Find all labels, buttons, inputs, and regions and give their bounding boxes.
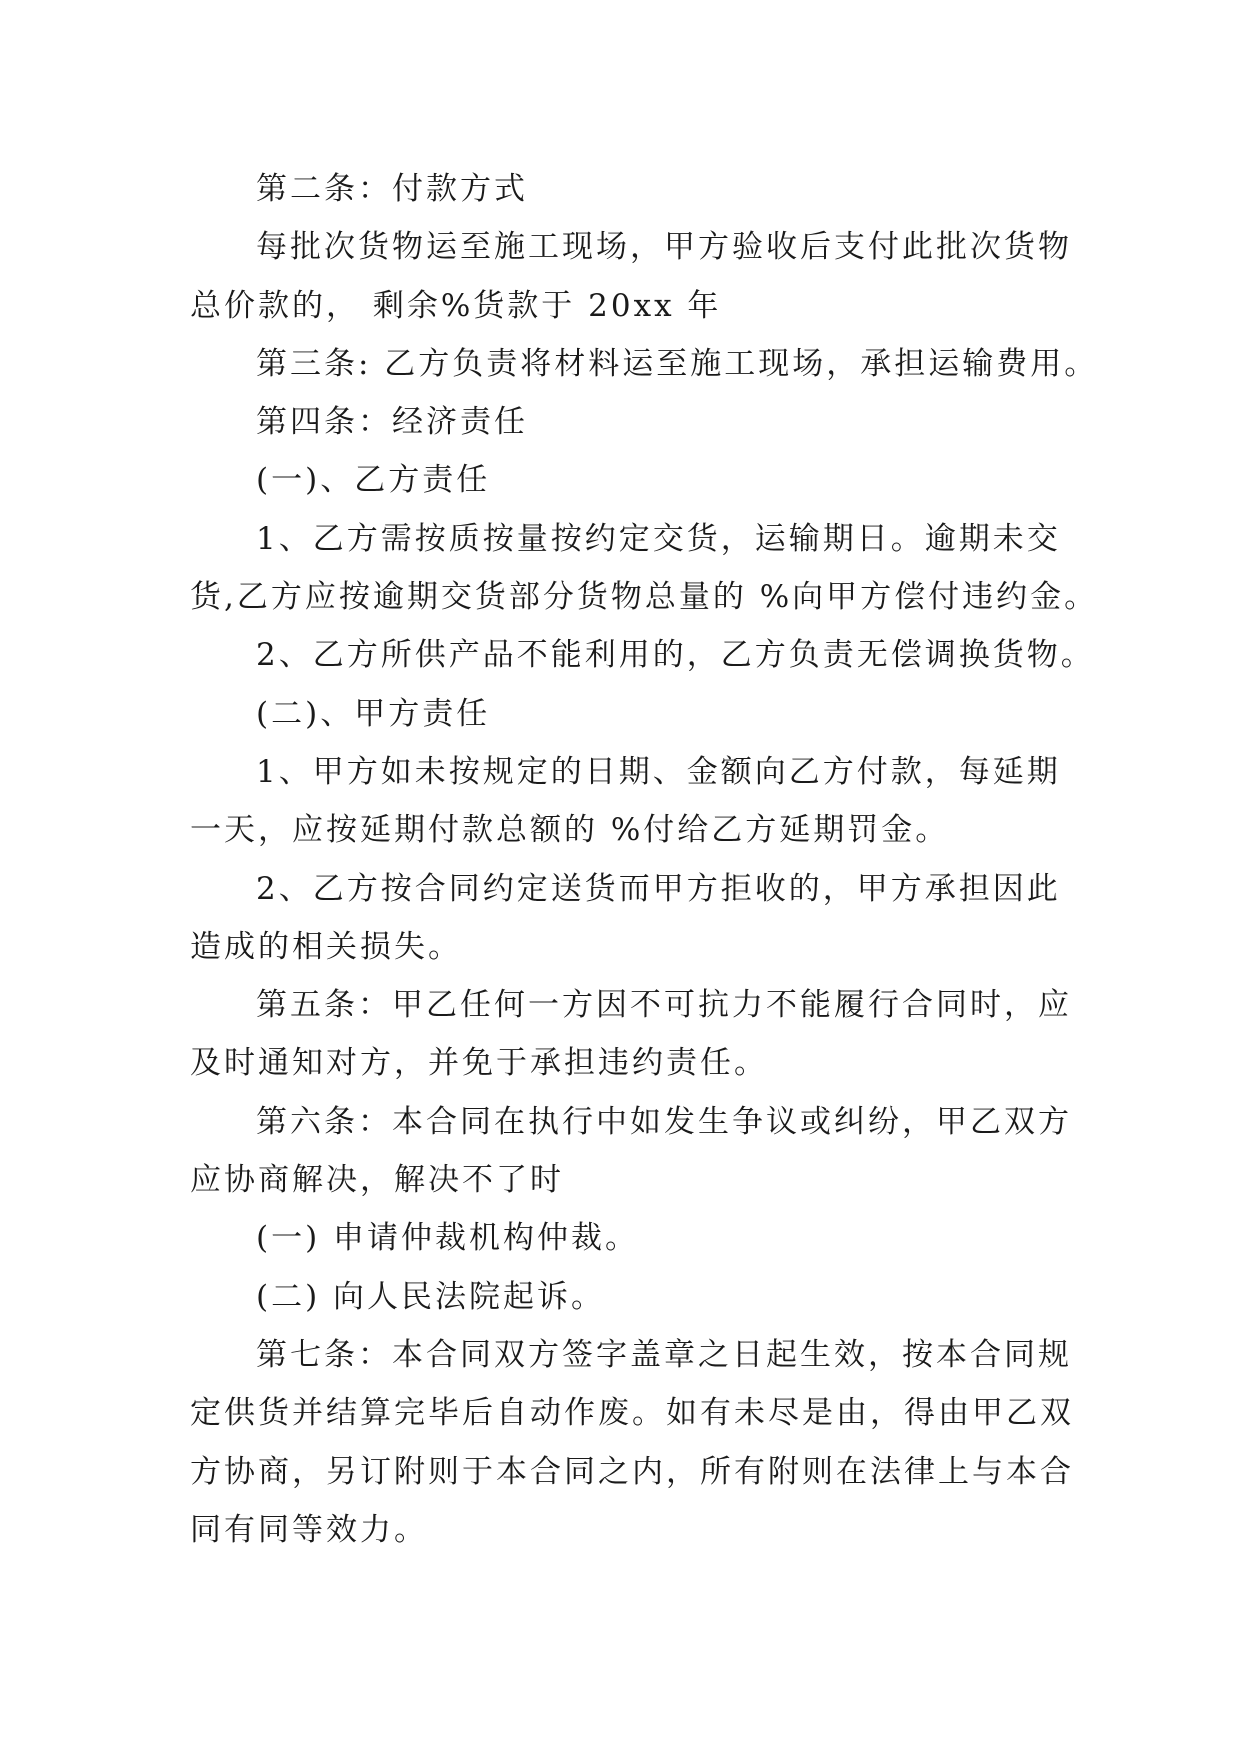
clause-6-line-2: 应协商解决，解决不了时 <box>190 1162 564 1199</box>
clause-4-heading: 第四条：经济责任 <box>256 404 528 441</box>
party-b-responsibility-heading: (一)、乙方责任 <box>256 462 491 499</box>
payment-paragraph-line-2: 总价款的， 剩余%货款于 20xx 年 <box>190 287 722 324</box>
clause-2-heading: 第二条：付款方式 <box>256 171 528 207</box>
clause-7-line-2: 定供货并结算完毕后自动作废。如有未尽是由，得由甲乙双 <box>190 1395 1074 1432</box>
clause-6-line-1: 第六条：本合同在执行中如发生争议或纠纷，甲乙双方 <box>256 1103 1072 1140</box>
party-a-item-1-line-1: 1、甲方如未按规定的日期、金额向乙方付款，每延期 <box>256 753 1061 790</box>
clause-7-line-3: 方协商，另订附则于本合同之内，所有附则在法律上与本合 <box>190 1453 1074 1490</box>
clause-5-line-2: 及时通知对方，并免于承担违约责任。 <box>190 1045 768 1082</box>
party-a-item-2-line-2: 造成的相关损失。 <box>190 928 462 965</box>
clause-7-line-1: 第七条：本合同双方签字盖章之日起生效，按本合同规 <box>256 1336 1072 1373</box>
contract-text <box>190 160 1099 1559</box>
party-a-responsibility-heading: (二)、甲方责任 <box>256 695 491 732</box>
payment-paragraph-line-1: 每批次货物运至施工现场，甲方验收后支付此批次货物 <box>256 229 1072 266</box>
party-b-item-2: 2、乙方所供产品不能利用的，乙方负责无偿调换货物。 <box>256 637 1095 674</box>
party-a-item-1-line-2: 一天，应按延期付款总额的 %付给乙方延期罚金。 <box>190 812 950 849</box>
clause-3: 第三条: 乙方负责将材料运至施工现场，承担运输费用。 <box>256 345 1099 382</box>
party-b-item-1-line-1: 1、乙方需按质按量按约定交货，运输期日。逾期未交 <box>256 520 1061 557</box>
clause-7-line-4: 同有同等效力。 <box>190 1511 428 1548</box>
party-a-item-2-line-1: 2、乙方按合同约定送货而甲方拒收的，甲方承担因此 <box>256 870 1061 907</box>
dispute-option-1: (一) 申请仲裁机构仲裁。 <box>256 1220 640 1257</box>
clause-5-line-1: 第五条：甲乙任何一方因不可抗力不能履行合同时，应 <box>256 987 1072 1024</box>
dispute-option-2: (二) 向人民法院起诉。 <box>256 1278 606 1315</box>
party-b-item-1-line-2: 货,乙方应按逾期交货部分货物总量的 %向甲方偿付违约金。 <box>190 579 1099 616</box>
